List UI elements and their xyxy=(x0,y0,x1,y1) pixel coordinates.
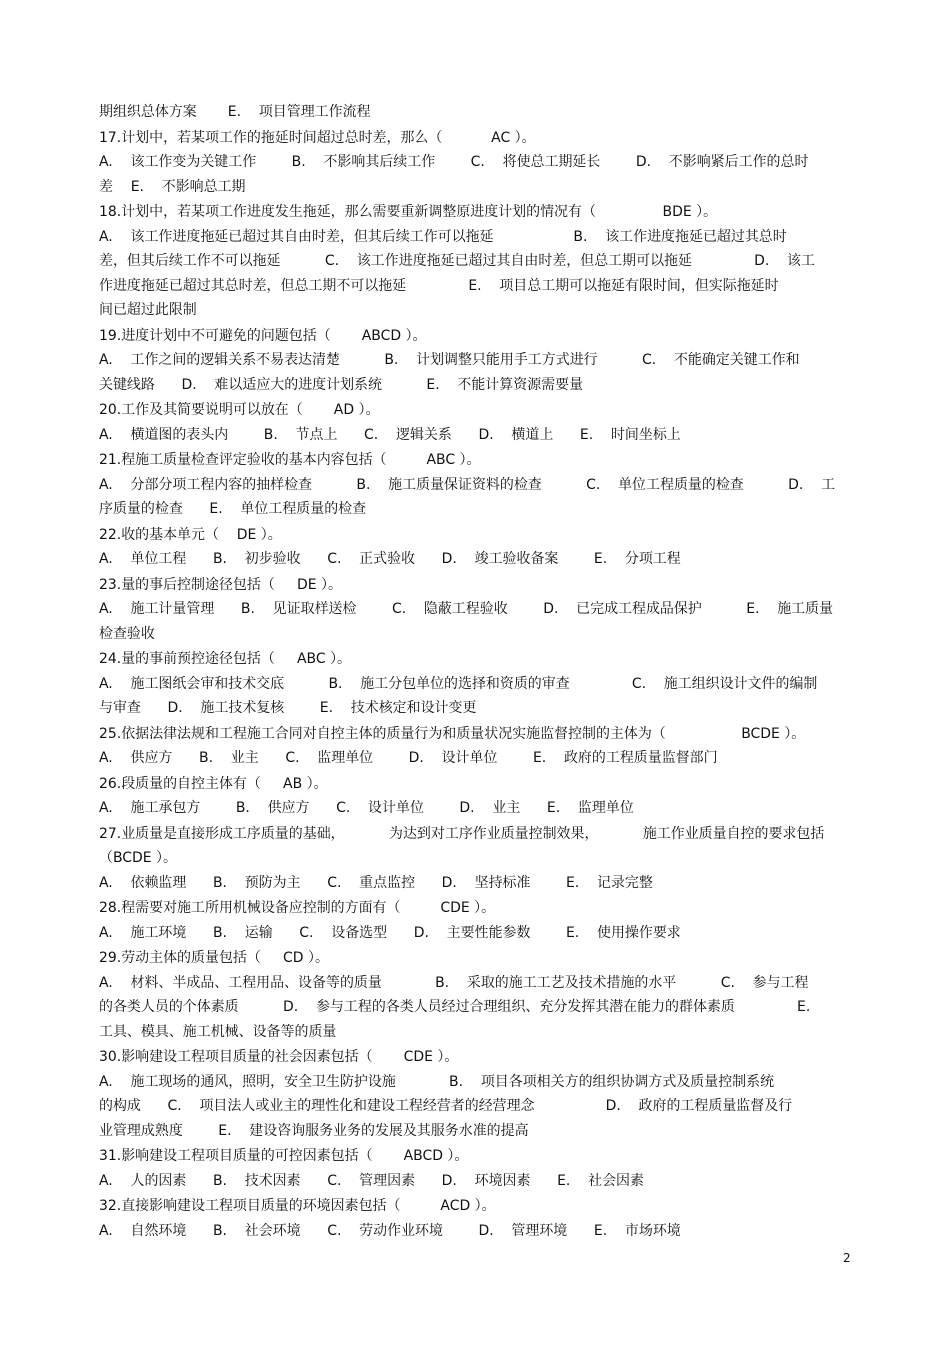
options-line: 关键线路 D. 难以适应大的进度计划系统 E. 不能计算资源需要量 xyxy=(99,376,584,393)
question-32: 32.直接影响建设工程项目质量的环境因素包括（ ACD ）。 xyxy=(99,1198,496,1214)
options-line: A. 材料、半成品、工程用品、设备等的质量 B. 采取的施工工艺及技术措施的水平 C. 参与工程 xyxy=(99,974,809,991)
text-line: 期组织总体方案 E. 项目管理工作流程 xyxy=(99,104,371,120)
question-28: 28.程需要对施工所用机械设备应控制的方面有（ CDE ）。 xyxy=(99,900,496,916)
options-line: 差，但其后续工作不可以拖延 C. 该工作进度拖延已超过其自由时差，但总工期可以拖延 D. 该工 xyxy=(99,253,815,269)
options-line: A. 依赖监理 B. 预防为主 C. 重点监控 D. 坚持标准 E. 记录完整 xyxy=(99,874,653,891)
question-27-answer: （BCDE ）。 xyxy=(99,850,178,866)
options-line: 作进度拖延已超过其总时差，但总工期不可以拖延 E. 项目总工期可以拖延有限时间，但实际拖延时 xyxy=(99,277,779,294)
question-18: 18.计划中，若某项工作进度发生拖延，那么需要重新调整原进度计划的情况有（ BDE ）。 xyxy=(99,204,718,220)
options-line: 序质量的检查 E. 单位工程质量的检查 xyxy=(99,501,367,517)
options-line: 间已超过此限制 xyxy=(99,302,197,318)
options-line: 工具、模具、施工机械、设备等的质量 xyxy=(99,1023,337,1040)
options-line: 的构成 C. 项目法人或业主的理性化和建设工程经营者的经营理念 D. 政府的工程质量监督及行 xyxy=(99,1098,793,1114)
options-line: A. 施工计量管理 B. 见证取样送检 C. 隐蔽工程验收 D. 已完成工程成品保护 E. 施工质量 xyxy=(99,601,834,617)
options-line: A. 该工作进度拖延已超过其自由时差，但其后续工作可以拖延 B. 该工作进度拖延已超过其总时 xyxy=(99,228,787,245)
options-line: A. 供应方 B. 业主 C. 监理单位 D. 设计单位 E. 政府的工程质量监督部门 xyxy=(99,750,718,766)
document-body xyxy=(99,100,859,1243)
question-27: 27.业质量是直接形成工序质量的基础， 为达到对工序作业质量控制效果， 施工作业质量自控的要求包括 xyxy=(99,825,825,842)
question-26: 26.段质量的自控主体有（ AB ）。 xyxy=(99,775,328,792)
options-line: A. 施工图纸会审和技术交底 B. 施工分包单位的选择和资质的审查 C. 施工组织设计文件的编制 xyxy=(99,675,818,692)
options-line: 差 E. 不影响总工期 xyxy=(99,178,246,195)
question-20: 20.工作及其简要说明可以放在（ AD ）。 xyxy=(99,402,380,418)
options-line: A. 该工作变为关键工作 B. 不影响其后续工作 C. 将使总工期延长 D. 不影响紧后工作的总时 xyxy=(99,154,809,170)
options-line: A. 施工环境 B. 运输 C. 设备选型 D. 主要性能参数 E. 使用操作要求 xyxy=(99,924,681,941)
options-line: A. 施工现场的通风，照明，安全卫生防护设施 B. 项目各项相关方的组织协调方式及质量控制系统 xyxy=(99,1073,775,1090)
options-line: A. 自然环境 B. 社会环境 C. 劳动作业环境 D. 管理环境 E. 市场环境 xyxy=(99,1222,681,1239)
options-line: 的各类人员的个体素质 D. 参与工程的各类人员经过合理组织、充分发挥其潜在能力的群体素质 E. xyxy=(99,999,811,1015)
question-29: 29.劳动主体的质量包括（ CD ）。 xyxy=(99,950,329,966)
options-line: A. 横道图的表头内 B. 节点上 C. 逻辑关系 D. 横道上 E. 时间坐标上 xyxy=(99,426,681,443)
options-line: A. 单位工程 B. 初步验收 C. 正式验收 D. 竣工验收备案 E. 分项工程 xyxy=(99,551,681,567)
options-line: 检查验收 xyxy=(99,625,155,642)
question-31: 31.影响建设工程项目质量的可控因素包括（ ABCD ）。 xyxy=(99,1148,469,1164)
options-line: A. 人的因素 B. 技术因素 C. 管理因素 D. 环境因素 E. 社会因素 xyxy=(99,1172,644,1189)
options-line: 与审查 D. 施工技术复核 E. 技术核定和设计变更 xyxy=(99,700,477,716)
options-line: A. 工作之间的逻辑关系不易表达清楚 B. 计划调整只能用手工方式进行 C. 不能确定关键工作和 xyxy=(99,352,800,368)
question-24: 24.量的事前预控途径包括（ ABC ）。 xyxy=(99,651,352,667)
page-number: 2 xyxy=(843,1251,851,1265)
question-17: 17.计划中，若某项工作的拖延时间超过总时差，那么（ AC ）。 xyxy=(99,129,536,146)
question-23: 23.量的事后控制途径包括（ DE ）。 xyxy=(99,576,342,593)
options-line: A. 分部分项工程内容的抽样检查 B. 施工质量保证资料的检查 C. 单位工程质量的检查 D. 工 xyxy=(99,476,836,493)
options-line: 业管理成熟度 E. 建设咨询服务业务的发展及其服务水准的提高 xyxy=(99,1122,529,1139)
options-line: A. 施工承包方 B. 供应方 C. 设计单位 D. 业主 E. 监理单位 xyxy=(99,800,634,816)
question-21: 21.程施工质量检查评定验收的基本内容包括（ ABC ）。 xyxy=(99,452,481,468)
question-19: 19.进度计划中不可避免的问题包括（ ABCD ）。 xyxy=(99,327,427,344)
question-25: 25.依据法律法规和工程施工合同对自控主体的质量行为和质量状况实施监督控制的主体为（ BCDE ）。 xyxy=(99,725,806,742)
question-30: 30.影响建设工程项目质量的社会因素包括（ CDE ）。 xyxy=(99,1049,459,1065)
question-22: 22.收的基本单元（ DE ）。 xyxy=(99,526,282,543)
